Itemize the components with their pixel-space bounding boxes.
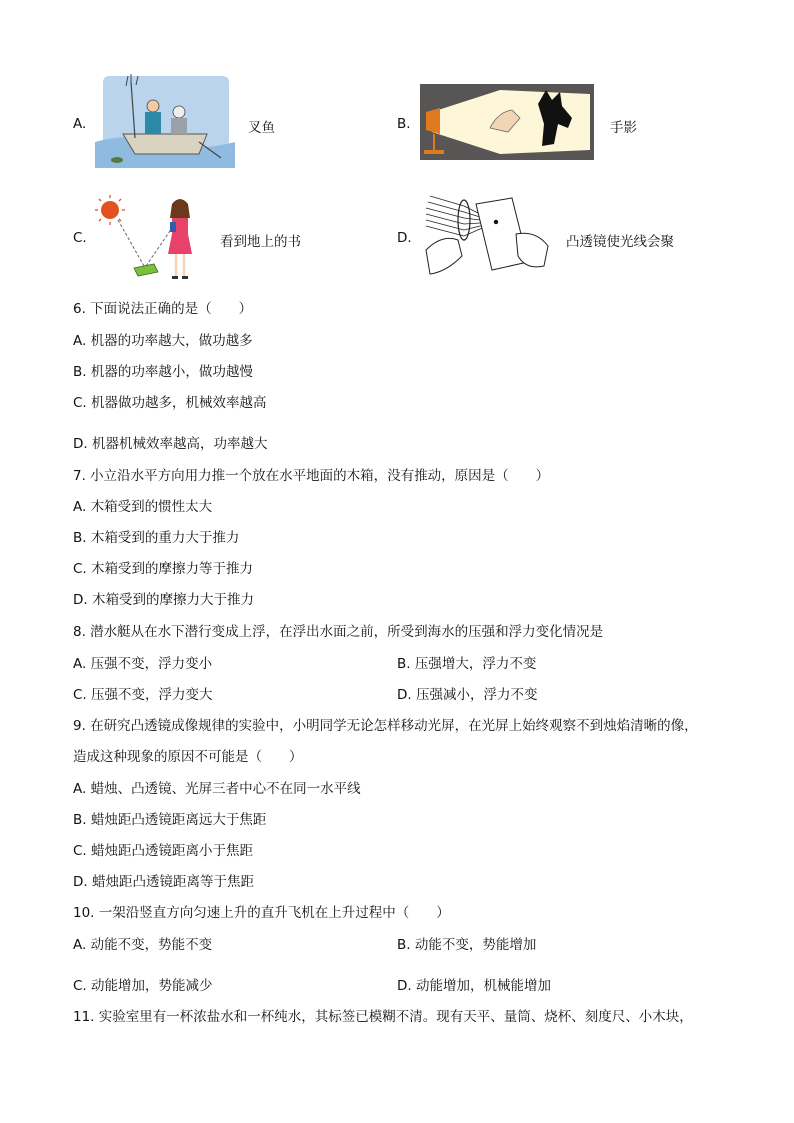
q6-option-a: A. 机器的功率越大，做功越多 [73, 333, 253, 349]
q9-option-d: D. 蜡烛距凸透镜距离等于焦距 [73, 874, 254, 890]
q8-option-a: A. 压强不变，浮力变小 [73, 656, 213, 672]
q11-stem: 11. 实验室里有一杯浓盐水和一杯纯水，其标签已模糊不清。现有天平、量筒、烧杯、刻度尺、小木块， [73, 1009, 693, 1025]
q9-option-c: C. 蜡烛距凸透镜距离小于焦距 [73, 843, 254, 859]
q10-option-c: C. 动能增加，势能减少 [73, 978, 213, 994]
option-caption: 凸透镜使光线会聚 [566, 234, 674, 250]
q7-option-b: B. 木箱受到的重力大于推力 [73, 530, 240, 546]
sun-girl-book-figure [92, 192, 210, 284]
q10-option-d: D. 动能增加，机械能增加 [397, 978, 551, 994]
option-caption: 叉鱼 [248, 120, 275, 136]
q6-option-d: D. 机器机械效率越高，功率越大 [73, 436, 268, 452]
q9-option-a: A. 蜡烛、凸透镜、光屏三者中心不在同一水平线 [73, 781, 361, 797]
q7-option-c: C. 木箱受到的摩擦力等于推力 [73, 561, 254, 577]
q7-option-d: D. 木箱受到的摩擦力大于推力 [73, 592, 254, 608]
q6-option-c: C. 机器做功越多，机械效率越高 [73, 395, 267, 411]
q10-option-b: B. 动能不变，势能增加 [397, 937, 537, 953]
q9-option-b: B. 蜡烛距凸透镜距离远大于焦距 [73, 812, 267, 828]
hand-shadow-figure [420, 84, 594, 160]
option-letter: C. [73, 230, 87, 246]
q8-stem: 8. 潜水艇从在水下潜行变成上浮，在浮出水面之前，所受到海水的压强和浮力变化情况是 [73, 624, 604, 640]
q6-stem: 6. 下面说法正确的是（ ） [73, 301, 253, 317]
q10-stem: 10. 一架沿竖直方向匀速上升的直升飞机在上升过程中（ ） [73, 905, 450, 921]
fishing-boat-figure [95, 72, 235, 168]
option-letter: D. [397, 230, 412, 246]
q8-option-c: C. 压强不变，浮力变大 [73, 687, 213, 703]
q7-option-a: A. 木箱受到的惯性太大 [73, 499, 213, 515]
q9-stem-line1: 9. 在研究凸透镜成像规律的实验中，小明同学无论怎样移动光屏，在光屏上始终观察不到烛焰清晰的像， [73, 718, 698, 734]
q8-option-d: D. 压强减小，浮力不变 [397, 687, 538, 703]
option-letter: A. [73, 116, 87, 132]
q8-option-b: B. 压强增大，浮力不变 [397, 656, 537, 672]
option-letter: B. [397, 116, 411, 132]
q9-stem-line2: 造成这种现象的原因不可能是（ ） [73, 749, 303, 765]
q7-stem: 7. 小立沿水平方向用力推一个放在水平地面的木箱，没有推动，原因是（ ） [73, 468, 550, 484]
q6-option-b: B. 机器的功率越小，做功越慢 [73, 364, 253, 380]
option-caption: 看到地上的书 [220, 234, 301, 250]
option-caption: 手影 [610, 120, 637, 136]
convex-lens-figure [416, 190, 556, 280]
q10-option-a: A. 动能不变，势能不变 [73, 937, 213, 953]
